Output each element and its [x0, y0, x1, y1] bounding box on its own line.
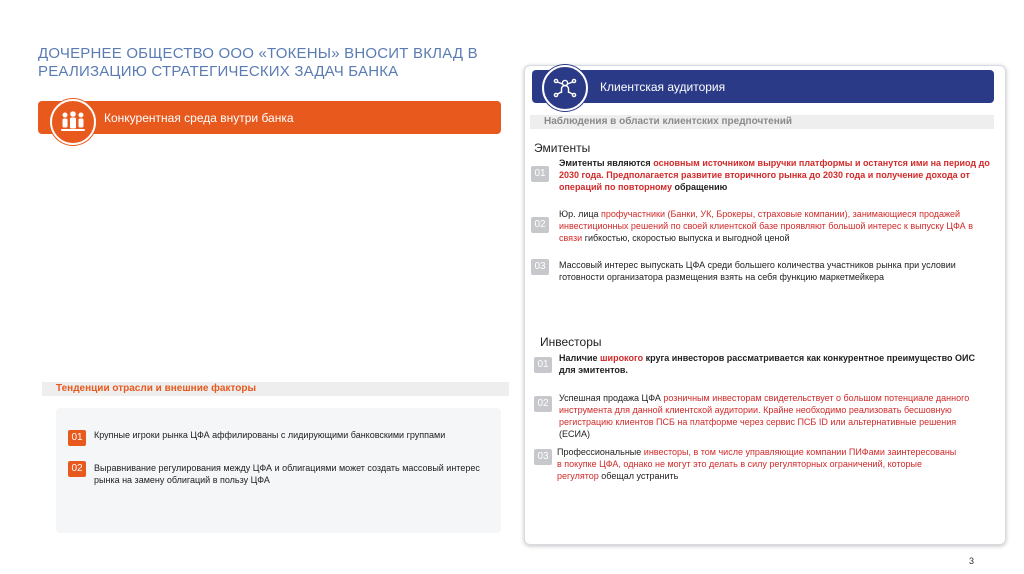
issuer-number-1: 01	[531, 166, 549, 182]
page-title: ДОЧЕРНЕЕ ОБЩЕСТВО ООО «ТОКЕНЫ» ВНОСИТ ВКЛАД В РЕАЛИЗАЦИЮ СТРАТЕГИЧЕСКИХ ЗАДАЧ БАНКА	[38, 45, 478, 80]
issuer-text-1: Эмитенты являются основным источником выручки платформы и останутся ими на период до 2030 года. Предполагается развитие вторичного рынка до 2030 года и получение дохода от операций по повторному обращению	[559, 158, 990, 192]
investor-text-2: Успешная продажа ЦФА розничным инвесторам свидетельствует о большом потенциале данного инструмента для данной клиентской аудитории. Крайне необходимо реализовать бесшовную регистрацию клиентов ПСБ на платформе через сервис ПСБ ID или альтернативные решения (ЕСИА)	[559, 393, 970, 439]
issuers-heading: Эмитенты	[534, 141, 591, 155]
investor-text-3: Профессиональные инвесторы, в том числе управляющие компании ПИФами заинтересованы в покупке ЦФА, однако не могут это делать в силу регуляторных ограничений, которые регулятор обещал устранить	[557, 447, 957, 481]
observations-section-title: Наблюдения в области клиентских предпочтений	[530, 115, 994, 129]
investor-number-2: 02	[534, 396, 552, 412]
issuer-number-3: 03	[531, 259, 549, 275]
trends-section-title: Тенденции отрасли и внешние факторы	[42, 382, 509, 396]
competition-header-label: Конкурентная среда внутри банка	[104, 111, 294, 125]
issuer-text-2: Юр. лица профучастники (Банки, УК, Брокеры, страховые компании), занимающиеся продажей инвестиционных решений по своей клиентской базе проявляют большой интерес к выпуску ЦФА в связи гибкостью, скоростью выпуска и выгодной ценой	[559, 209, 973, 243]
people-group-icon	[50, 99, 96, 145]
page-number: 3	[969, 556, 975, 566]
trend-number-1: 01	[68, 430, 86, 446]
client-audience-header-label: Клиентская аудитория	[600, 80, 726, 94]
trend-number-2: 02	[68, 461, 86, 477]
trend-text-2: Выравнивание регулирования между ЦФА и облигациями может создать массовый интерес рынка на замену облигаций в пользу ЦФА	[94, 463, 480, 485]
issuer-number-2: 02	[531, 217, 549, 233]
trend-text-1: Крупные игроки рынка ЦФА аффилированы с лидирующими банковскими группами	[94, 430, 446, 440]
people-network-icon	[542, 65, 588, 111]
issuer-text-3: Массовый интерес выпускать ЦФА среди большего количества участников рынка при условии готовности организатора размещения взять на себя функцию маркетмейкера	[559, 260, 956, 282]
investor-number-3: 03	[534, 449, 552, 465]
investor-text-1: Наличие широкого круга инвесторов рассматривается как конкурентное преимущество ОИС для эмитентов.	[559, 353, 975, 375]
investors-heading: Инвесторы	[540, 335, 602, 349]
investor-number-1: 01	[534, 357, 552, 373]
